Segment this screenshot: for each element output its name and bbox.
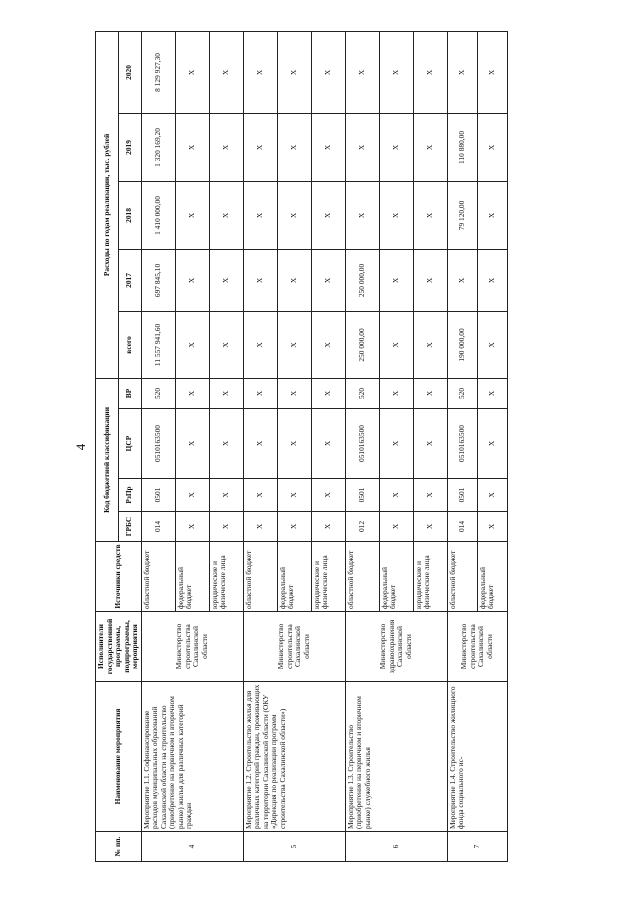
header-vr: ВР — [118, 378, 141, 408]
cell-rzpr: X — [413, 479, 447, 512]
cell-grbs: 014 — [141, 512, 175, 542]
table-header — [96, 31, 142, 861]
cell-total: X — [277, 311, 311, 378]
cell-total: 190 000,00 — [447, 311, 477, 378]
page-number: 4 — [73, 443, 88, 451]
cell-total: X — [243, 311, 277, 378]
cell-total: 11 557 941,60 — [141, 311, 175, 378]
header-rzpr: РзПр — [118, 479, 141, 512]
header-csr: ЦСР — [118, 409, 141, 479]
funding-source: областной бюджет — [345, 542, 379, 612]
table-row — [447, 31, 477, 861]
funding-source: областной бюджет — [141, 542, 175, 612]
header-grbs: ГРБС — [118, 512, 141, 542]
header-total: всего — [118, 311, 141, 378]
funding-source: юридические и физические лица — [209, 542, 243, 612]
cell-y2020: X — [175, 31, 209, 113]
funding-source: областной бюджет — [243, 542, 277, 612]
cell-rzpr: X — [175, 479, 209, 512]
funding-source: федеральный бюджет — [175, 542, 209, 612]
cell-y2017: 697 845,10 — [141, 249, 175, 311]
cell-vr: 520 — [141, 378, 175, 408]
cell-csr: 0510163500 — [447, 409, 477, 479]
cell-rzpr: 0501 — [345, 479, 379, 512]
cell-y2020: X — [311, 31, 345, 113]
cell-y2017: X — [209, 249, 243, 311]
cell-csr: X — [277, 409, 311, 479]
cell-grbs: X — [209, 512, 243, 542]
cell-vr: X — [277, 378, 311, 408]
cell-y2017: X — [447, 249, 477, 311]
cell-y2017: X — [413, 249, 447, 311]
cell-y2018: 79 120,00 — [447, 181, 477, 249]
row-number: 6 — [345, 832, 447, 862]
cell-rzpr: 0501 — [141, 479, 175, 512]
cell-vr: X — [209, 378, 243, 408]
cell-rzpr: X — [379, 479, 413, 512]
cell-csr: X — [311, 409, 345, 479]
measure-name: Мероприятие 1.4. Строительство жилищного фонда социального ис- — [447, 682, 507, 832]
measure-name: Мероприятие 1.2. Строительство жилья для различных категорий граждан, проживающих на территории Сахалинской области (ОКУ «Дирекция по реализации программ строительства Сахалинской области») — [243, 682, 345, 832]
cell-y2017: X — [477, 249, 507, 311]
cell-grbs: X — [175, 512, 209, 542]
table-row — [345, 31, 379, 861]
cell-y2018: X — [345, 181, 379, 249]
header-name: Наименование мероприятия — [96, 682, 142, 832]
measure-executor: Министерство здравоохранения Сахалинской области — [345, 612, 447, 682]
cell-y2020: X — [379, 31, 413, 113]
cell-y2020: X — [447, 31, 477, 113]
header-num: № пп. — [96, 832, 142, 862]
measure-name: Мероприятие 1.1. Софинансирование расходов муниципальных образований Сахалинской области на строительство (приобретение на первичном и вторичном рынке) жилья для различных категорий граждан — [141, 682, 243, 832]
header-2019: 2019 — [118, 113, 141, 181]
cell-y2018: 1 410 000,00 — [141, 181, 175, 249]
funding-source: федеральный бюджет — [477, 542, 507, 612]
cell-grbs: X — [477, 512, 507, 542]
table-row — [141, 31, 175, 861]
cell-csr: X — [413, 409, 447, 479]
header-source: Источники средств — [96, 542, 142, 612]
cell-y2017: 250 000,00 — [345, 249, 379, 311]
cell-y2018: X — [311, 181, 345, 249]
row-number: 5 — [243, 832, 345, 862]
cell-csr: 0510163500 — [345, 409, 379, 479]
cell-total: X — [413, 311, 447, 378]
cell-y2019: X — [175, 113, 209, 181]
cell-total: X — [209, 311, 243, 378]
rotated-table-frame — [73, 32, 545, 862]
header-2017: 2017 — [118, 249, 141, 311]
cell-y2020: X — [243, 31, 277, 113]
cell-total: X — [311, 311, 345, 378]
cell-y2020: X — [477, 31, 507, 113]
cell-y2018: X — [243, 181, 277, 249]
measure-executor: Министерство строительства Сахалинской области — [447, 612, 507, 682]
cell-grbs: X — [311, 512, 345, 542]
cell-vr: X — [175, 378, 209, 408]
funding-source: федеральный бюджет — [277, 542, 311, 612]
cell-y2019: X — [243, 113, 277, 181]
table-body — [141, 31, 507, 861]
cell-y2017: X — [175, 249, 209, 311]
cell-total: X — [379, 311, 413, 378]
cell-y2020: X — [345, 31, 379, 113]
cell-y2018: X — [209, 181, 243, 249]
cell-csr: 0510163500 — [141, 409, 175, 479]
cell-rzpr: X — [311, 479, 345, 512]
cell-y2019: X — [277, 113, 311, 181]
cell-y2020: X — [209, 31, 243, 113]
cell-y2019: X — [379, 113, 413, 181]
cell-grbs: 012 — [345, 512, 379, 542]
cell-grbs: X — [277, 512, 311, 542]
header-executor: Исполнители государственной программы, подпрограммы, мероприятия — [96, 612, 142, 682]
cell-y2019: X — [413, 113, 447, 181]
cell-y2018: X — [477, 181, 507, 249]
cell-y2017: X — [311, 249, 345, 311]
cell-y2018: X — [277, 181, 311, 249]
cell-y2020: X — [413, 31, 447, 113]
cell-csr: X — [477, 409, 507, 479]
cell-y2018: X — [413, 181, 447, 249]
cell-total: X — [175, 311, 209, 378]
cell-vr: X — [379, 378, 413, 408]
cell-csr: X — [243, 409, 277, 479]
cell-y2017: X — [379, 249, 413, 311]
cell-y2019: 110 880,00 — [447, 113, 477, 181]
cell-y2020: X — [277, 31, 311, 113]
cell-y2019: X — [311, 113, 345, 181]
cell-rzpr: X — [277, 479, 311, 512]
cell-total: 250 000,00 — [345, 311, 379, 378]
row-number: 7 — [447, 832, 507, 862]
cell-vr: 520 — [345, 378, 379, 408]
cell-y2020: 8 129 927,30 — [141, 31, 175, 113]
cell-y2019: X — [209, 113, 243, 181]
header-2018: 2018 — [118, 181, 141, 249]
funding-source: юридические и физические лица — [311, 542, 345, 612]
header-2020: 2020 — [118, 31, 141, 113]
table-row — [243, 31, 277, 861]
cell-vr: X — [311, 378, 345, 408]
row-number: 4 — [141, 832, 243, 862]
cell-grbs: X — [379, 512, 413, 542]
measure-name: Мероприятие 1.3. Строительство (приобретение на первичном и вторичном рынке) служебного жилья — [345, 682, 447, 832]
cell-grbs: X — [413, 512, 447, 542]
header-expenses-group: Расходы по годам реализации, тыс. рублей — [96, 31, 119, 378]
cell-csr: X — [175, 409, 209, 479]
measure-executor: Министерство строительства Сахалинской области — [243, 612, 345, 682]
cell-rzpr: X — [477, 479, 507, 512]
cell-y2017: X — [243, 249, 277, 311]
cell-grbs: X — [243, 512, 277, 542]
funding-source: федеральный бюджет — [379, 542, 413, 612]
cell-vr: X — [243, 378, 277, 408]
cell-y2017: X — [277, 249, 311, 311]
cell-y2019: X — [477, 113, 507, 181]
cell-y2019: 1 320 169,20 — [141, 113, 175, 181]
cell-rzpr: X — [209, 479, 243, 512]
funding-source: областной бюджет — [447, 542, 477, 612]
cell-y2019: X — [345, 113, 379, 181]
funding-source: юридические и физические лица — [413, 542, 447, 612]
cell-vr: X — [477, 378, 507, 408]
cell-y2018: X — [379, 181, 413, 249]
header-code-group: Код бюджетной классификации — [96, 378, 119, 541]
cell-rzpr: 0501 — [447, 479, 477, 512]
cell-y2018: X — [175, 181, 209, 249]
cell-total: X — [477, 311, 507, 378]
cell-grbs: 014 — [447, 512, 477, 542]
budget-table — [95, 31, 508, 862]
measure-executor: Министерство строительства Сахалинской области — [141, 612, 243, 682]
cell-rzpr: X — [243, 479, 277, 512]
cell-vr: X — [413, 378, 447, 408]
cell-csr: X — [209, 409, 243, 479]
cell-vr: 520 — [447, 378, 477, 408]
cell-csr: X — [379, 409, 413, 479]
